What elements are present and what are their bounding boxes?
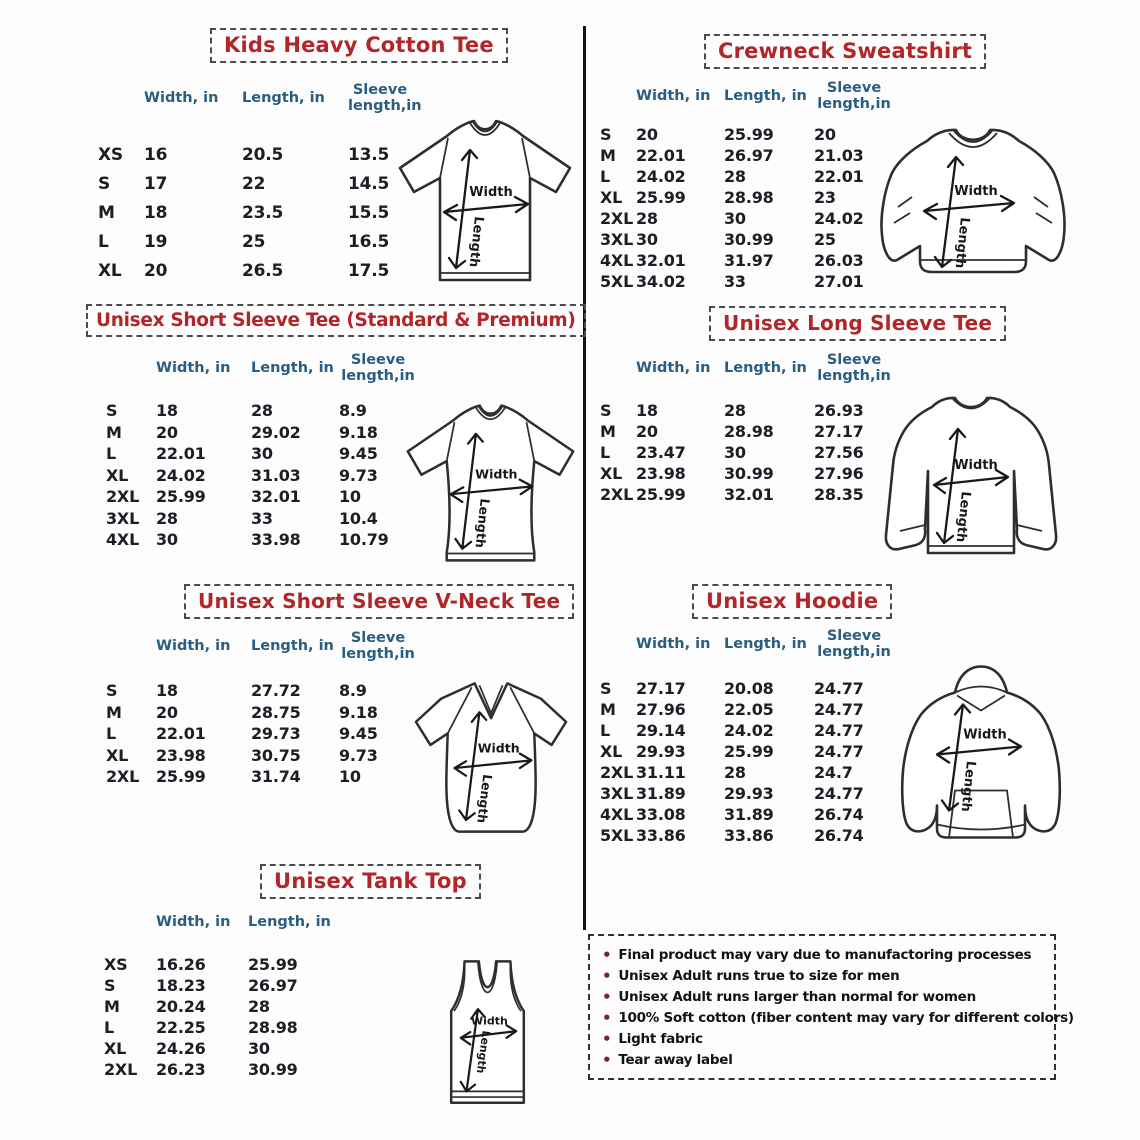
sleeve-value: 24.77: [814, 700, 864, 719]
size-label: L: [104, 1018, 114, 1037]
width-value: 34.02: [636, 272, 686, 291]
sleeve-value: 27.96: [814, 464, 864, 483]
sleeve-value: 23: [814, 188, 836, 207]
width-arrow-label: Width: [954, 184, 998, 199]
size-label: S: [98, 173, 111, 194]
size-label: 4XL: [600, 251, 634, 270]
sleeve-value: 24.77: [814, 784, 864, 803]
table-row: [600, 741, 894, 762]
size-label: M: [104, 997, 120, 1016]
section-unisex-short-sleeve-tee: [80, 300, 585, 572]
size-label: L: [600, 443, 610, 462]
size-label: L: [98, 231, 109, 252]
width-value: 20: [636, 125, 658, 144]
sleeve-value: 22.01: [814, 167, 864, 186]
table-row: [600, 250, 894, 271]
table-row: [600, 442, 894, 463]
width-value: 24.02: [636, 167, 686, 186]
table-header: [106, 630, 417, 662]
length-value: 22.05: [724, 700, 774, 719]
length-value: 26.97: [248, 976, 298, 995]
section-title: Unisex Short Sleeve V-Neck Tee: [184, 584, 574, 619]
width-value: 18: [156, 401, 178, 421]
length-value: 25.99: [248, 955, 298, 974]
length-value: 29.02: [251, 422, 301, 442]
table-header: [98, 82, 422, 114]
sleeve-value: 10: [339, 767, 361, 787]
width-value: 23.98: [156, 745, 206, 765]
table-row: [98, 198, 412, 227]
size-label: 2XL: [600, 485, 634, 504]
width-value: 24.02: [156, 465, 206, 485]
size-label: M: [106, 702, 122, 722]
note-text: • Unisex Adult runs true to size for men: [618, 968, 900, 984]
width-value: 20: [156, 422, 178, 442]
v-neck-tee-illustration: [402, 668, 580, 846]
length-value: 30.99: [724, 464, 774, 483]
width-value: 27.17: [636, 679, 686, 698]
width-value: 26.23: [156, 1060, 206, 1079]
size-label: 3XL: [600, 230, 634, 249]
col-header-width: Width, in: [636, 360, 711, 376]
table-row: [600, 187, 894, 208]
size-label: S: [600, 125, 612, 144]
size-label: S: [106, 681, 118, 701]
section-title: Kids Heavy Cotton Tee: [210, 28, 508, 63]
size-table: [600, 400, 894, 505]
length-value: 32.01: [724, 485, 774, 504]
table-header: [106, 352, 417, 384]
width-value: 20: [156, 702, 178, 722]
width-value: 25.99: [156, 487, 206, 507]
length-value: 29.93: [724, 784, 774, 803]
size-table: [98, 140, 412, 285]
table-row: [600, 484, 894, 505]
sleeve-value: 13.5: [348, 144, 390, 165]
width-value: 16.26: [156, 955, 206, 974]
width-value: 22.01: [636, 146, 686, 165]
size-table: [104, 954, 338, 1080]
length-value: 30: [724, 443, 746, 462]
col-header-sleeve: Sleeve length,in: [817, 352, 891, 384]
length-arrow-label: Length: [952, 490, 973, 544]
width-value: 29.93: [636, 742, 686, 761]
size-label: 2XL: [600, 763, 634, 782]
table-row: [106, 486, 417, 508]
length-value: 32.01: [251, 487, 301, 507]
table-row: [600, 145, 894, 166]
table-row: [106, 680, 417, 702]
col-header-sleeve: Sleeve length,in: [341, 352, 415, 384]
length-value: 25.99: [724, 742, 774, 761]
table-row: [600, 271, 894, 292]
length-arrow-label: Length: [957, 760, 978, 813]
table-row: [104, 1059, 338, 1080]
size-label: XL: [106, 745, 129, 765]
length-value: 31.03: [251, 465, 301, 485]
sleeve-value: 10: [339, 487, 361, 507]
section-kids-heavy-cotton-tee: [90, 28, 582, 296]
table-row: [600, 783, 894, 804]
table-row: [98, 140, 412, 169]
width-value: 16: [144, 144, 168, 165]
width-value: 20.24: [156, 997, 206, 1016]
length-arrow-label: Length: [474, 773, 496, 825]
size-label: M: [600, 422, 616, 441]
size-label: M: [600, 146, 616, 165]
col-header-length: Length, in: [724, 88, 807, 104]
note-item: [602, 1008, 1074, 1029]
product-notes-box: [588, 934, 1074, 1080]
width-value: 32.01: [636, 251, 686, 270]
col-header-length: Length, in: [242, 90, 325, 106]
size-label: L: [600, 721, 610, 740]
size-label: XS: [104, 955, 128, 974]
length-value: 30: [248, 1039, 270, 1058]
table-header: [104, 914, 338, 930]
size-table: [600, 678, 894, 846]
sleeve-value: 21.03: [814, 146, 864, 165]
col-header-width: Width, in: [636, 636, 711, 652]
size-table: [600, 124, 894, 292]
tank-top-illustration: [425, 948, 550, 1120]
size-label: M: [106, 422, 122, 442]
length-arrow-label: Length: [465, 215, 486, 269]
note-item: [602, 945, 1046, 966]
col-header-width: Width, in: [156, 360, 231, 376]
length-value: 33.98: [251, 530, 301, 550]
table-row: [600, 400, 894, 421]
table-row: [106, 400, 417, 422]
size-label: 4XL: [600, 805, 634, 824]
length-value: 22: [242, 173, 266, 194]
width-value: 19: [144, 231, 168, 252]
width-value: 33.86: [636, 826, 686, 845]
sleeve-value: 9.18: [339, 422, 378, 442]
size-label: L: [106, 724, 116, 744]
length-value: 30: [251, 444, 273, 464]
note-text: • Final product may vary due to manufactoring processes: [618, 947, 1032, 963]
width-value: 25.99: [636, 485, 686, 504]
sleeve-value: 9.73: [339, 465, 378, 485]
sleeve-value: 9.45: [339, 724, 378, 744]
size-label: L: [106, 444, 116, 464]
table-row: [106, 422, 417, 444]
width-value: 28: [636, 209, 658, 228]
sleeve-value: 14.5: [348, 173, 390, 194]
section-title: Unisex Hoodie: [692, 584, 892, 619]
short-sleeve-tee-illustration: [398, 393, 583, 573]
col-header-length: Length, in: [251, 360, 334, 376]
sleeve-value: 9.73: [339, 745, 378, 765]
length-value: 28.98: [724, 422, 774, 441]
section-crewneck-sweatshirt: [592, 30, 1092, 298]
table-row: [600, 720, 894, 741]
sleeve-value: 24.77: [814, 742, 864, 761]
sleeve-value: 26.93: [814, 401, 864, 420]
table-row: [106, 508, 417, 530]
width-value: 31.89: [636, 784, 686, 803]
note-item: [602, 966, 1046, 987]
width-arrow-label: Width: [963, 727, 1007, 743]
long-sleeve-tee-illustration: [860, 385, 1082, 570]
short-sleeve-tee-illustration: [390, 108, 580, 293]
sleeve-value: 26.74: [814, 826, 864, 845]
table-row: [106, 702, 417, 724]
col-header-sleeve: Sleeve length,in: [341, 630, 415, 662]
section-title: Crewneck Sweatshirt: [704, 34, 986, 69]
sleeve-value: 27.17: [814, 422, 864, 441]
length-value: 28: [724, 167, 746, 186]
length-value: 26.5: [242, 260, 284, 281]
table-row: [600, 762, 894, 783]
col-header-length: Length, in: [251, 638, 334, 654]
size-label: XS: [98, 144, 123, 165]
sleeve-value: 27.56: [814, 443, 864, 462]
length-value: 28.75: [251, 702, 301, 722]
size-label: 2XL: [600, 209, 634, 228]
size-label: XL: [106, 465, 129, 485]
size-label: S: [600, 401, 612, 420]
length-value: 23.5: [242, 202, 284, 223]
sleeve-value: 9.45: [339, 444, 378, 464]
width-value: 33.08: [636, 805, 686, 824]
size-table: [106, 680, 417, 788]
section-unisex-vneck-tee: [80, 580, 582, 852]
length-value: 28.98: [724, 188, 774, 207]
note-item: [602, 1029, 1046, 1050]
length-arrow-label: Length: [951, 216, 972, 270]
length-arrow-label: Length: [473, 1029, 493, 1075]
table-row: [600, 166, 894, 187]
section-unisex-long-sleeve-tee: [592, 302, 1092, 574]
col-header-sleeve: Sleeve length,in: [817, 628, 891, 660]
table-row: [104, 975, 338, 996]
sleeve-value: 24.77: [814, 721, 864, 740]
size-table: [106, 400, 417, 551]
width-value: 22.01: [156, 444, 206, 464]
length-value: 28: [724, 401, 746, 420]
size-label: XL: [98, 260, 122, 281]
sleeve-value: 28.35: [814, 485, 864, 504]
width-value: 18: [636, 401, 658, 420]
sleeve-value: 26.74: [814, 805, 864, 824]
table-row: [600, 229, 894, 250]
sleeve-value: 10.4: [339, 508, 378, 528]
sleeve-value: 8.9: [339, 681, 367, 701]
length-value: 26.97: [724, 146, 774, 165]
length-value: 30.99: [724, 230, 774, 249]
size-label: S: [106, 401, 118, 421]
size-label: 2XL: [106, 767, 140, 787]
note-text: • Unisex Adult runs larger than normal for women: [618, 989, 976, 1005]
width-value: 22.25: [156, 1018, 206, 1037]
table-row: [600, 678, 894, 699]
width-value: 31.11: [636, 763, 686, 782]
size-label: M: [600, 700, 616, 719]
col-header-width: Width, in: [156, 914, 231, 930]
length-value: 30.75: [251, 745, 301, 765]
note-text: • 100% Soft cotton (fiber content may vary for different colors): [618, 1010, 1074, 1026]
sleeve-value: 26.03: [814, 251, 864, 270]
sleeve-value: 20: [814, 125, 836, 144]
size-label: S: [104, 976, 116, 995]
table-row: [98, 169, 412, 198]
table-row: [600, 825, 894, 846]
table-row: [104, 996, 338, 1017]
length-value: 20.08: [724, 679, 774, 698]
col-header-length: Length, in: [248, 914, 331, 930]
table-row: [106, 465, 417, 487]
table-row: [104, 954, 338, 975]
length-value: 28: [248, 997, 270, 1016]
length-arrow-label: Length: [472, 497, 493, 549]
size-label: L: [600, 167, 610, 186]
width-value: 24.26: [156, 1039, 206, 1058]
length-value: 31.97: [724, 251, 774, 270]
section-title: Unisex Short Sleeve Tee (Standard & Premium): [86, 304, 586, 337]
size-label: M: [98, 202, 115, 223]
length-value: 27.72: [251, 681, 301, 701]
width-value: 27.96: [636, 700, 686, 719]
width-arrow-label: Width: [475, 466, 518, 482]
length-value: 30: [724, 209, 746, 228]
length-value: 33: [724, 272, 746, 291]
width-value: 25.99: [636, 188, 686, 207]
width-value: 18: [144, 202, 168, 223]
size-label: XL: [600, 188, 623, 207]
sleeve-value: 24.77: [814, 679, 864, 698]
size-label: XL: [600, 742, 623, 761]
col-header-length: Length, in: [724, 360, 807, 376]
table-header: [600, 80, 894, 112]
width-value: 25.99: [156, 767, 206, 787]
size-label: 3XL: [106, 508, 140, 528]
size-label: 5XL: [600, 826, 634, 845]
length-value: 31.74: [251, 767, 301, 787]
table-row: [600, 421, 894, 442]
note-text: • Light fabric: [618, 1031, 703, 1047]
table-row: [600, 699, 894, 720]
width-value: 18: [156, 681, 178, 701]
note-item: [602, 1050, 1046, 1071]
size-label: 4XL: [106, 530, 140, 550]
length-value: 28: [724, 763, 746, 782]
sleeve-value: 24.7: [814, 763, 853, 782]
width-value: 23.47: [636, 443, 686, 462]
width-value: 17: [144, 173, 168, 194]
size-label: S: [600, 679, 612, 698]
section-title: Unisex Tank Top: [260, 864, 481, 899]
col-header-width: Width, in: [144, 90, 219, 106]
sleeve-value: 10.79: [339, 530, 389, 550]
table-row: [106, 443, 417, 465]
width-arrow-label: Width: [469, 185, 513, 200]
note-item: [602, 987, 1046, 1008]
size-label: XL: [600, 464, 623, 483]
col-header-sleeve: Sleeve length,in: [817, 80, 891, 112]
table-row: [104, 1017, 338, 1038]
width-value: 20: [144, 260, 168, 281]
table-row: [106, 723, 417, 745]
width-value: 29.14: [636, 721, 686, 740]
width-arrow-label: Width: [954, 458, 998, 473]
col-header-width: Width, in: [156, 638, 231, 654]
sleeve-value: 9.18: [339, 702, 378, 722]
col-header-sleeve: Sleeve length,in: [348, 82, 422, 114]
size-label: XL: [104, 1039, 127, 1058]
sleeve-value: 16.5: [348, 231, 390, 252]
size-label: 2XL: [106, 487, 140, 507]
section-title: Unisex Long Sleeve Tee: [709, 306, 1006, 341]
width-arrow-label: Width: [477, 740, 520, 756]
col-header-length: Length, in: [724, 636, 807, 652]
sleeve-value: 15.5: [348, 202, 390, 223]
table-row: [106, 529, 417, 551]
width-value: 23.98: [636, 464, 686, 483]
width-value: 28: [156, 508, 178, 528]
section-unisex-hoodie: [592, 580, 1092, 858]
crewneck-sweatshirt-illustration: [864, 116, 1082, 298]
table-row: [106, 745, 417, 767]
table-row: [98, 227, 412, 256]
length-value: 33.86: [724, 826, 774, 845]
width-value: 18.23: [156, 976, 206, 995]
length-value: 24.02: [724, 721, 774, 740]
table-row: [600, 208, 894, 229]
hoodie-illustration: [875, 658, 1087, 854]
length-value: 28: [251, 401, 273, 421]
table-row: [600, 804, 894, 825]
table-row: [98, 256, 412, 285]
sleeve-value: 27.01: [814, 272, 864, 291]
length-value: 28.98: [248, 1018, 298, 1037]
sleeve-value: 8.9: [339, 401, 367, 421]
size-label: 3XL: [600, 784, 634, 803]
width-arrow-label: Width: [471, 1014, 508, 1028]
sleeve-value: 25: [814, 230, 836, 249]
table-row: [104, 1038, 338, 1059]
col-header-width: Width, in: [636, 88, 711, 104]
length-value: 25: [242, 231, 266, 252]
length-value: 31.89: [724, 805, 774, 824]
table-row: [600, 463, 894, 484]
table-row: [106, 766, 417, 788]
length-value: 20.5: [242, 144, 284, 165]
width-value: 22.01: [156, 724, 206, 744]
length-value: 25.99: [724, 125, 774, 144]
length-value: 29.73: [251, 724, 301, 744]
width-value: 30: [156, 530, 178, 550]
length-value: 33: [251, 508, 273, 528]
table-header: [600, 628, 894, 660]
length-value: 30.99: [248, 1060, 298, 1079]
table-row: [600, 124, 894, 145]
width-value: 30: [636, 230, 658, 249]
sleeve-value: 17.5: [348, 260, 390, 281]
size-label: 2XL: [104, 1060, 138, 1079]
table-header: [600, 352, 894, 384]
width-value: 20: [636, 422, 658, 441]
note-text: • Tear away label: [618, 1052, 733, 1068]
size-label: 5XL: [600, 272, 634, 291]
sleeve-value: 24.02: [814, 209, 864, 228]
section-unisex-tank-top: [80, 860, 582, 1135]
